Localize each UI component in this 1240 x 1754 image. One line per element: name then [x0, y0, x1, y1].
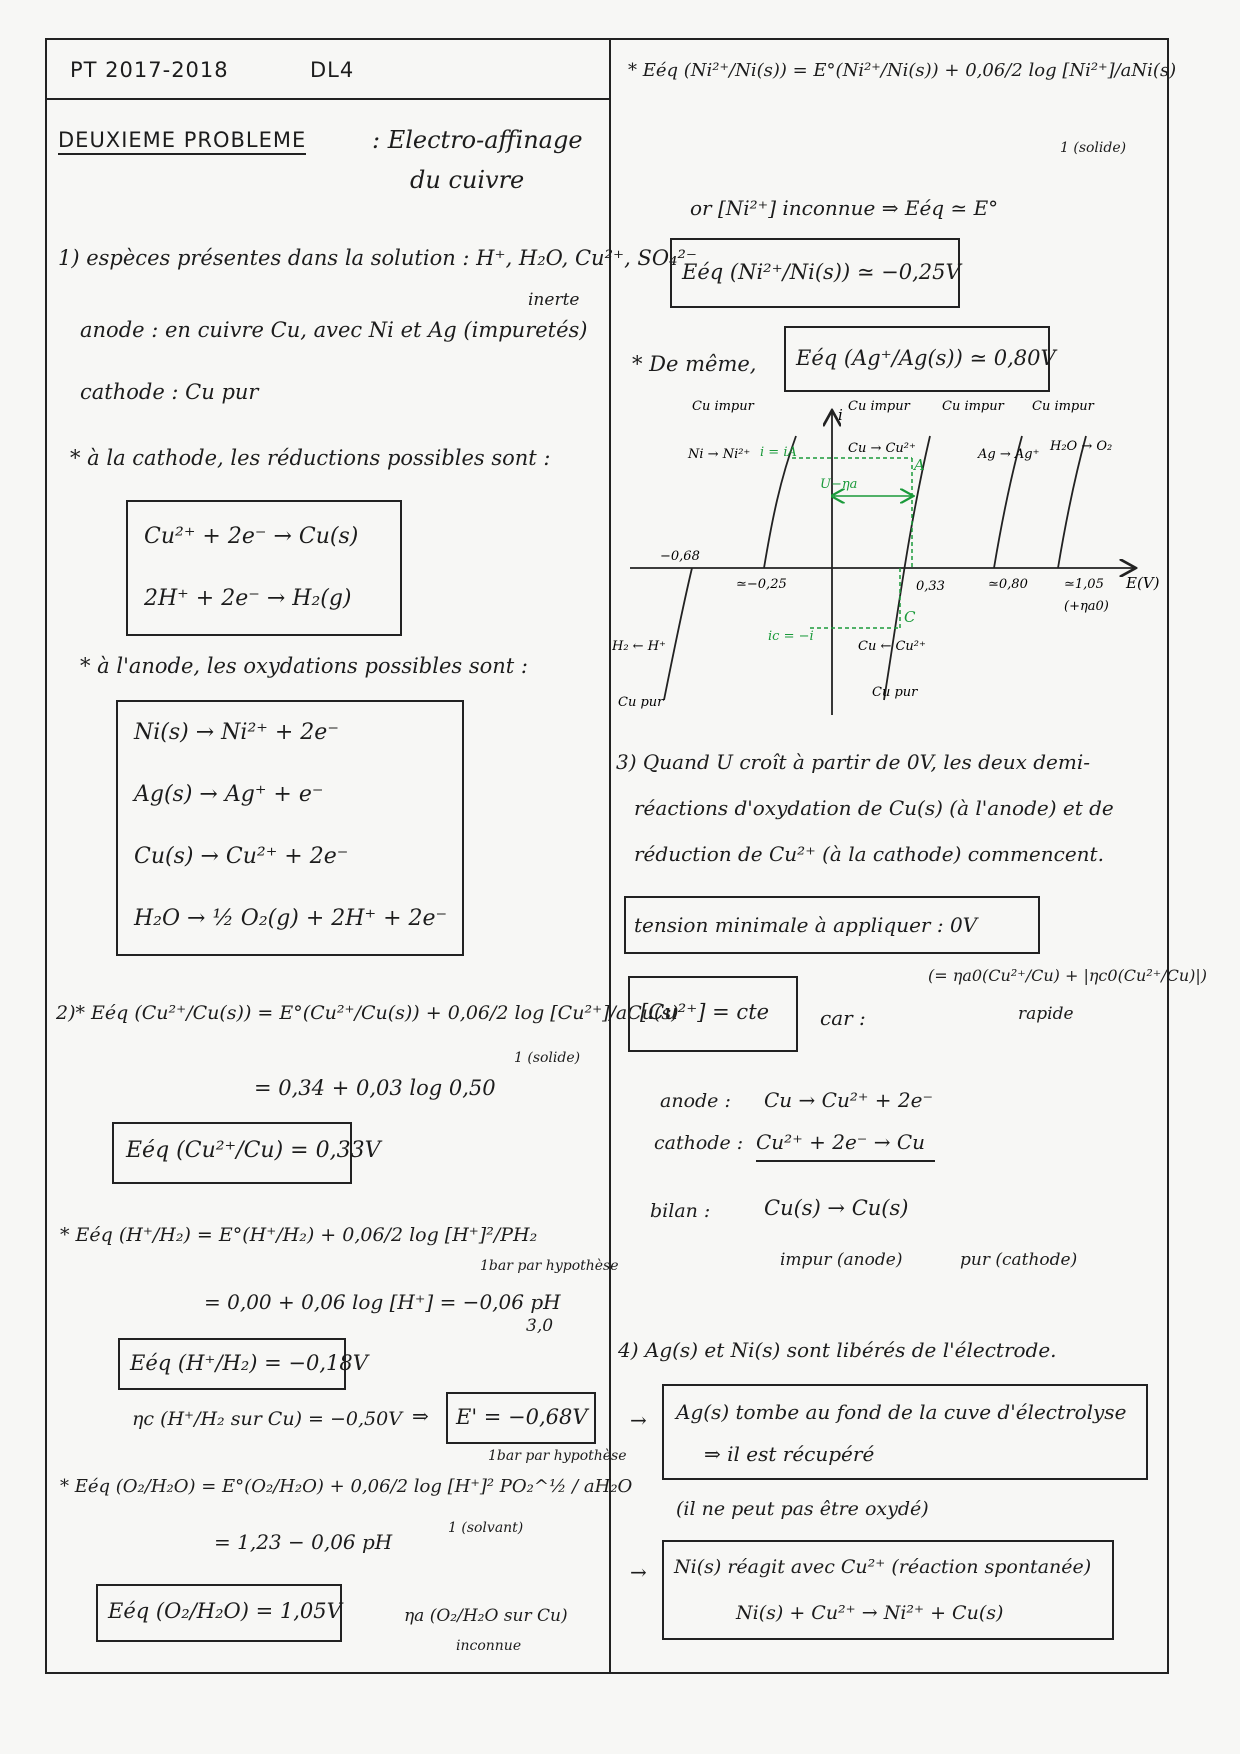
ag-fate-box [662, 1384, 1148, 1480]
tick-033: 0,33 [916, 579, 945, 594]
h2-reduction-curve [664, 568, 692, 700]
q2-cu-num: = 0,34 + 0,03 log 0,50 [254, 1076, 496, 1100]
tension-min: tension minimale à appliquer : 0V [634, 913, 978, 937]
oxidation-eq: Cu(s) → Cu²⁺ + 2e⁻ [134, 844, 349, 869]
tick-m025: ≃−0,25 [736, 577, 787, 592]
tick-105-note: (+ηa0) [1064, 599, 1109, 614]
q4-ag-line1: Ag(s) tombe au fond de la cuve d'électrolyse [676, 1400, 1127, 1424]
cu-couple-top-label: Cu → Cu²⁺ [848, 441, 916, 456]
q4-ag-line2: ⇒ il est récupéré [704, 1442, 875, 1466]
dl-label: DL4 [310, 58, 355, 82]
label-cu-impur: Cu impur [1032, 400, 1094, 414]
cu-result: Eéq (Cu²⁺/Cu) = 0,33V [126, 1138, 381, 1163]
q1-species: 1) espèces présentes dans la solution : H⁺, H₂O, Cu²⁺, SO₄²⁻ [58, 246, 697, 270]
q2-h-eq: * Eéq (H⁺/H₂) = E°(H⁺/H₂) + 0,06/2 log [H⁺]²/PH₂ [60, 1224, 538, 1246]
ag-result-box [784, 326, 1056, 392]
q2-ni-solide: 1 (solide) [1060, 140, 1127, 156]
point-c-label: C [904, 608, 916, 626]
ni-result-box [670, 238, 960, 308]
u-label: U−ηa [820, 477, 858, 492]
arrow: → [630, 1560, 647, 1584]
oxidation-eq: Ag(s) → Ag⁺ + e⁻ [134, 782, 324, 807]
q2-ni-unknown: or [Ni²⁺] inconnue ⇒ Eéq ≃ E° [690, 196, 999, 220]
q2-h-hyp: 1bar par hypothèse [480, 1258, 619, 1274]
reductions-box [126, 500, 402, 636]
q3-cathode-label: cathode : [654, 1132, 744, 1154]
h-result-box [118, 1338, 368, 1390]
q3-rapide: rapide [1018, 1004, 1074, 1024]
ag-couple-label: Ag → Ag⁺ [978, 447, 1040, 462]
cu-couple-bottom-label: Cu ← Cu²⁺ [858, 639, 926, 654]
q1-cathode: cathode : Cu pur [80, 380, 259, 404]
q3-bilan-eq: Cu(s) → Cu(s) [764, 1196, 909, 1220]
q3-cathode-eq: Cu²⁺ + 2e⁻ → Cu [756, 1130, 935, 1162]
tick-105: ≃1,05 [1064, 577, 1104, 592]
o-result: Eéq (O₂/H₂O) = 1,05V [108, 1599, 342, 1623]
q2-cu-solide: 1 (solide) [514, 1050, 581, 1066]
q2-o-inconnu: inconnue [456, 1638, 522, 1654]
q4-ag-note: (il ne peut pas être oxydé) [676, 1498, 929, 1520]
column-divider [609, 38, 611, 1672]
ni-result: Eéq (Ni²⁺/Ni(s)) ≃ −0,25V [682, 260, 961, 284]
q3-side-note: (= ηa0(Cu²⁺/Cu) + |ηc0(Cu²⁺/Cu)|) [928, 966, 1208, 985]
q2-o-eta: ηa (O₂/H₂O sur Cu) [404, 1606, 568, 1626]
q4-ni-line1: Ni(s) réagit avec Cu²⁺ (réaction spontanée) [674, 1556, 1092, 1578]
course-label: PT 2017-2018 [70, 58, 229, 82]
q3-pur: pur (cathode) [960, 1250, 1078, 1270]
q2-ph-value: 3,0 [526, 1316, 554, 1336]
q1-anode: anode : en cuivre Cu, avec Ni et Ag (impuretés) [80, 318, 588, 342]
problem-subtitle-2: du cuivre [410, 166, 525, 194]
oxidations-box [116, 700, 464, 956]
ag-result: Eéq (Ag⁺/Ag(s)) ≃ 0,80V [796, 346, 1056, 370]
q3-bilan-label: bilan : [650, 1200, 711, 1222]
q1-reductions-intro: * à la cathode, les réductions possibles sont : [70, 446, 551, 470]
e-prime: E' = −0,68V [456, 1405, 588, 1429]
q3-car: car : [820, 1006, 866, 1030]
h2o-oxidation-curve [1058, 436, 1086, 568]
ic-label: ic = −i [768, 629, 814, 644]
ni-fate-box [662, 1540, 1114, 1640]
problem-title: DEUXIEME PROBLEME [58, 128, 306, 155]
q3-anode-eq: Cu → Cu²⁺ + 2e⁻ [764, 1088, 934, 1112]
header-rule [45, 98, 609, 100]
conc-constant: [Cu²⁺] = cte [640, 1000, 770, 1024]
label-cu-impur: Cu impur [848, 400, 910, 414]
label-cu-impur: Cu impur [942, 400, 1004, 414]
h-result: Eéq (H⁺/H₂) = −0,18V [130, 1351, 368, 1375]
q2-o-hyp: 1bar par hypothèse [488, 1448, 627, 1464]
q2-o-eq: * Eéq (O₂/H₂O) = E°(O₂/H₂O) + 0,06/2 log [H⁺]² PO₂^½ / aH₂O [60, 1476, 633, 1497]
tension-box [624, 896, 1040, 954]
q3-line2: réactions d'oxydation de Cu(s) (à l'anode) et de [634, 796, 1114, 820]
ni-couple-label: Ni → Ni²⁺ [688, 447, 751, 462]
q2-o-solvant: 1 (solvant) [448, 1520, 524, 1536]
point-a-label: A [914, 456, 925, 474]
q1-inerte: inerte [528, 290, 580, 310]
reduction-eq: Cu²⁺ + 2e⁻ → Cu(s) [144, 524, 359, 549]
axis-e-label: E(V) [1126, 574, 1160, 592]
problem-subtitle: : Electro-affinage [372, 126, 583, 154]
q4-ni-line2: Ni(s) + Cu²⁺ → Ni²⁺ + Cu(s) [736, 1602, 1004, 1624]
tick-080: ≃0,80 [988, 577, 1028, 592]
q2-ag-intro: * De même, [632, 352, 757, 376]
e-prime-box [446, 1392, 596, 1444]
reduction-eq: 2H⁺ + 2e⁻ → H₂(g) [144, 586, 352, 611]
conc-box [628, 976, 798, 1052]
o-result-box [96, 1584, 342, 1642]
h2o-couple-label: H₂O → O₂ [1050, 439, 1113, 454]
oxidation-eq: H₂O → ½ O₂(g) + 2H⁺ + 2e⁻ [134, 906, 448, 931]
oxidation-eq: Ni(s) → Ni²⁺ + 2e⁻ [134, 720, 339, 745]
cu-pur-left: Cu pur [618, 695, 664, 710]
q1-oxidations-intro: * à l'anode, les oxydations possibles sont : [80, 654, 528, 678]
q2-ni-eq: * Eéq (Ni²⁺/Ni(s)) = E°(Ni²⁺/Ni(s)) + 0,06/2 log [Ni²⁺]/aNi(s) [628, 60, 1177, 81]
cu-result-box [112, 1122, 381, 1184]
arrow: → [630, 1408, 647, 1432]
q3-line3: réduction de Cu²⁺ (à la cathode) commencent. [634, 842, 1104, 866]
q2-o-num: = 1,23 − 0,06 pH [214, 1530, 393, 1554]
ia-label: i = iA [760, 445, 797, 460]
current-potential-diagram [612, 400, 1164, 730]
label-cu-impur: Cu impur [692, 400, 754, 414]
q3-impur: impur (anode) [780, 1250, 903, 1270]
q2-cu-eq: 2)* Eéq (Cu²⁺/Cu(s)) = E°(Cu²⁺/Cu(s)) + 0,06/2 log [Cu²⁺]/aCu(s) [56, 1002, 679, 1024]
h2-couple-label: H₂ ← H⁺ [612, 639, 666, 654]
q2-h-num: = 0,00 + 0,06 log [H⁺] = −0,06 pH [204, 1290, 561, 1314]
q3-anode-label: anode : [660, 1090, 731, 1112]
arrow: ⇒ [412, 1404, 429, 1428]
cu-pur-right: Cu pur [872, 685, 918, 700]
q4-intro: 4) Ag(s) et Ni(s) sont libérés de l'électrode. [618, 1338, 1057, 1362]
q3-line1: 3) Quand U croît à partir de 0V, les deux demi- [616, 750, 1091, 774]
tick-m068: −0,68 [660, 549, 700, 564]
q2-eta: ηc (H⁺/H₂ sur Cu) = −0,50V [132, 1408, 402, 1430]
axis-i-label: i [838, 406, 843, 424]
